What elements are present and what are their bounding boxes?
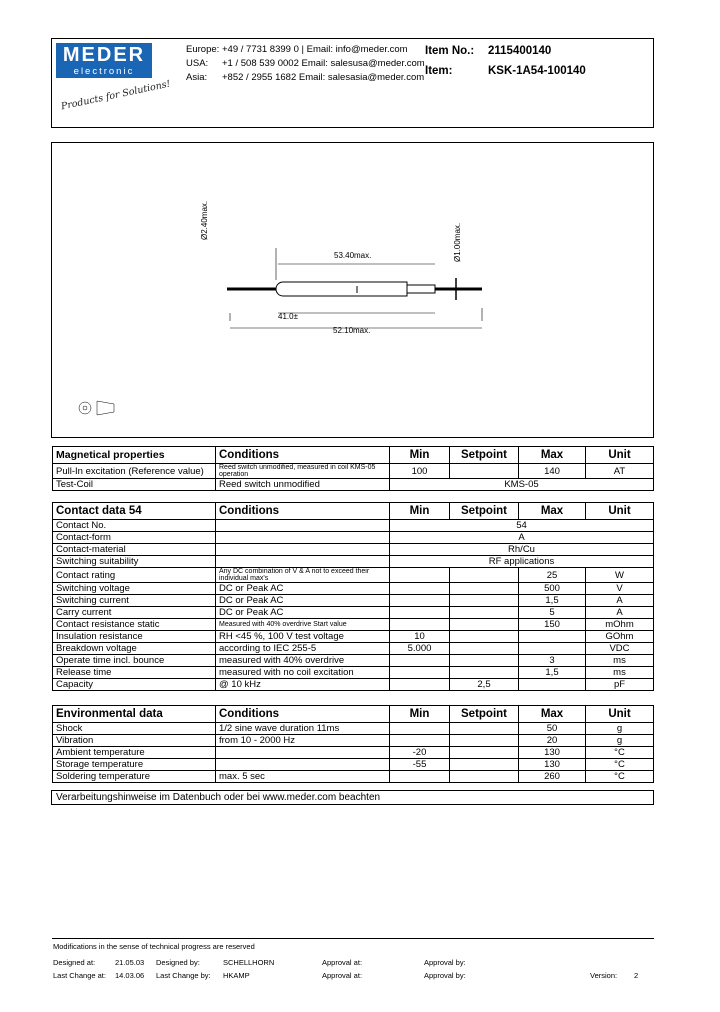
table-header-row (53, 503, 654, 520)
approval-by-label: Approval by: (424, 958, 466, 967)
row-unit: AT (586, 464, 654, 479)
row-value: A (390, 532, 654, 544)
table-row (53, 520, 654, 532)
row-condition (216, 520, 390, 532)
approval-at-label-2: Approval at: (322, 971, 363, 980)
dim-bot-small: 41.0± (278, 312, 298, 321)
row-name: Contact-form (53, 532, 216, 544)
row-name: Shock (53, 723, 216, 735)
row-unit: °C (586, 771, 654, 783)
row-setpoint (450, 607, 519, 619)
row-max (519, 643, 586, 655)
row-condition: measured with no coil excitation (216, 667, 390, 679)
environmental-table (52, 705, 654, 783)
row-condition: DC or Peak AC (216, 595, 390, 607)
contact-usa: USA: +1 / 508 539 0002 Email: salesusa@meder.com (186, 58, 425, 69)
row-setpoint (450, 631, 519, 643)
magnetic-table (52, 446, 654, 491)
header-cell: Min (390, 503, 450, 520)
row-condition (216, 532, 390, 544)
row-name: Insulation resistance (53, 631, 216, 643)
row-condition: max. 5 sec (216, 771, 390, 783)
row-min (390, 735, 450, 747)
header-cell: Setpoint (450, 447, 519, 464)
row-unit: g (586, 723, 654, 735)
logo-text: MEDER (62, 44, 146, 66)
row-max: 130 (519, 747, 586, 759)
row-condition: 1/2 sine wave duration 11ms (216, 723, 390, 735)
contact-table (52, 502, 654, 691)
row-setpoint (450, 759, 519, 771)
header-cell: Unit (586, 503, 654, 520)
row-unit: A (586, 595, 654, 607)
last-change-by-value: HKAMP (223, 971, 250, 980)
row-min (390, 679, 450, 691)
row-value: 54 (390, 520, 654, 532)
row-max: 1,5 (519, 595, 586, 607)
row-name: Storage temperature (53, 759, 216, 771)
reed-switch-drawing (52, 143, 653, 437)
version-label: Version: (590, 971, 618, 980)
row-setpoint (450, 735, 519, 747)
row-unit: V (586, 583, 654, 595)
row-min: 10 (390, 631, 450, 643)
table-row (53, 667, 654, 679)
row-condition: Reed switch unmodified (216, 479, 390, 491)
row-condition: RH <45 %, 100 V test voltage (216, 631, 390, 643)
row-min (390, 607, 450, 619)
header-cell: Max (519, 447, 586, 464)
row-setpoint (450, 747, 519, 759)
row-max: 500 (519, 583, 586, 595)
row-name: Contact No. (53, 520, 216, 532)
row-min (390, 595, 450, 607)
row-max (519, 679, 586, 691)
dim-bot-mid: 52.10max. (333, 326, 371, 335)
meder-logo (56, 43, 152, 78)
row-name: Operate time incl. bounce (53, 655, 216, 667)
approval-at-label: Approval at: (322, 958, 363, 967)
row-min (390, 655, 450, 667)
row-name: Vibration (53, 735, 216, 747)
row-unit: mOhm (586, 619, 654, 631)
table-row (53, 643, 654, 655)
header-cell: Environmental data (53, 706, 216, 723)
row-max: 150 (519, 619, 586, 631)
row-condition (216, 747, 390, 759)
table-row (53, 464, 654, 479)
row-unit: °C (586, 759, 654, 771)
row-min (390, 583, 450, 595)
header-cell: Max (519, 503, 586, 520)
header-cell: Magnetical properties (53, 447, 216, 464)
designed-at-label: Designed at: (53, 958, 96, 967)
dim-top-left: Ø2.40max. (200, 200, 209, 240)
row-condition: from 10 - 2000 Hz (216, 735, 390, 747)
approval-by-label-2: Approval by: (424, 971, 466, 980)
row-min (390, 723, 450, 735)
row-max: 5 (519, 607, 586, 619)
row-setpoint: 2,5 (450, 679, 519, 691)
dim-top-mid: 53.40max. (334, 251, 372, 260)
row-name: Breakdown voltage (53, 643, 216, 655)
item-no-value: 2115400140 (488, 45, 552, 57)
row-condition: according to IEC 255-5 (216, 643, 390, 655)
row-setpoint (450, 568, 519, 583)
table-row (53, 723, 654, 735)
footer-divider (52, 938, 654, 939)
table-row (53, 544, 654, 556)
row-unit: g (586, 735, 654, 747)
table-header-row (53, 706, 654, 723)
row-condition: measured with 40% overdrive (216, 655, 390, 667)
row-max: 130 (519, 759, 586, 771)
glass-tip (407, 285, 435, 293)
row-value: KMS-05 (390, 479, 654, 491)
row-unit: ms (586, 667, 654, 679)
row-setpoint (450, 464, 519, 479)
row-condition: Any DC combination of V & A not to exceed their individual max's (216, 568, 390, 583)
row-name: Capacity (53, 679, 216, 691)
header-cell: Min (390, 447, 450, 464)
row-min: 100 (390, 464, 450, 479)
header-cell: Unit (586, 447, 654, 464)
row-condition: Reed switch unmodified, measured in coil KMS-05 operation (216, 464, 390, 479)
table-row (53, 735, 654, 747)
designed-by-label: Designed by: (156, 958, 200, 967)
row-unit: VDC (586, 643, 654, 655)
row-name: Soldering temperature (53, 771, 216, 783)
row-name: Contact resistance static (53, 619, 216, 631)
table-row (53, 679, 654, 691)
header-cell: Conditions (216, 447, 390, 464)
table-row (53, 771, 654, 783)
table-row (53, 568, 654, 583)
row-unit: W (586, 568, 654, 583)
row-unit: pF (586, 679, 654, 691)
row-min (390, 667, 450, 679)
row-unit: ms (586, 655, 654, 667)
projection-symbol (79, 402, 91, 414)
table-row (53, 607, 654, 619)
header-cell: Conditions (216, 503, 390, 520)
row-unit: A (586, 607, 654, 619)
row-setpoint (450, 667, 519, 679)
header-cell: Min (390, 706, 450, 723)
row-min (390, 568, 450, 583)
table-row (53, 532, 654, 544)
row-name: Contact-material (53, 544, 216, 556)
row-max (519, 631, 586, 643)
projection-symbol (83, 406, 87, 410)
row-condition: @ 10 kHz (216, 679, 390, 691)
table-header-row (53, 447, 654, 464)
header-cell: Setpoint (450, 706, 519, 723)
row-setpoint (450, 619, 519, 631)
row-condition (216, 544, 390, 556)
row-setpoint (450, 723, 519, 735)
row-name: Switching suitability (53, 556, 216, 568)
table-row (53, 655, 654, 667)
row-max: 140 (519, 464, 586, 479)
row-value: Rh/Cu (390, 544, 654, 556)
row-min: -20 (390, 747, 450, 759)
row-max: 260 (519, 771, 586, 783)
row-unit: °C (586, 747, 654, 759)
row-max: 3 (519, 655, 586, 667)
row-condition: DC or Peak AC (216, 583, 390, 595)
table-row (53, 479, 654, 491)
row-max: 25 (519, 568, 586, 583)
last-change-by-label: Last Change by: (156, 971, 211, 980)
row-name: Switching current (53, 595, 216, 607)
row-setpoint (450, 771, 519, 783)
item-value: KSK-1A54-100140 (488, 65, 586, 77)
row-setpoint (450, 655, 519, 667)
contact-asia: Asia: +852 / 2955 1682 Email: salesasia@meder.com (186, 72, 425, 83)
table-row (53, 583, 654, 595)
header-cell: Max (519, 706, 586, 723)
table-row (53, 595, 654, 607)
row-name: Test-Coil (53, 479, 216, 491)
processing-note: Verarbeitungshinweise im Datenbuch oder bei www.meder.com beachten (56, 792, 381, 803)
table-row (53, 747, 654, 759)
dim-top-right: Ø1.00max. (453, 222, 462, 262)
header-cell: Conditions (216, 706, 390, 723)
row-name: Carry current (53, 607, 216, 619)
row-condition: DC or Peak AC (216, 607, 390, 619)
logo-subtext: electronic (73, 66, 135, 77)
row-condition (216, 556, 390, 568)
row-min (390, 619, 450, 631)
header-cell: Contact data 54 (53, 503, 216, 520)
last-change-at-label: Last Change at: (53, 971, 106, 980)
row-max: 1,5 (519, 667, 586, 679)
row-condition (216, 759, 390, 771)
version-value: 2 (634, 971, 639, 980)
contact-europe: Europe: +49 / 7731 8399 0 | Email: info@meder.com (186, 44, 408, 55)
row-name: Contact rating (53, 568, 216, 583)
row-setpoint (450, 595, 519, 607)
row-unit: GOhm (586, 631, 654, 643)
row-value: RF applications (390, 556, 654, 568)
row-name: Release time (53, 667, 216, 679)
slogan: Products for Solutions! (60, 78, 172, 113)
row-setpoint (450, 583, 519, 595)
row-min: 5.000 (390, 643, 450, 655)
item-no-label: Item No.: (425, 45, 475, 57)
projection-symbol (97, 401, 114, 415)
row-max: 20 (519, 735, 586, 747)
glass-body (276, 282, 407, 296)
row-setpoint (450, 643, 519, 655)
table-row (53, 556, 654, 568)
table-row (53, 759, 654, 771)
disclaimer: Modifications in the sense of technical progress are reserved (53, 942, 255, 951)
row-max: 50 (519, 723, 586, 735)
designed-at-value: 21.05.03 (115, 958, 145, 967)
last-change-at-value: 14.03.06 (115, 971, 145, 980)
row-name: Ambient temperature (53, 747, 216, 759)
row-name: Switching voltage (53, 583, 216, 595)
item-label: Item: (425, 65, 453, 77)
row-min (390, 771, 450, 783)
header-cell: Setpoint (450, 503, 519, 520)
designed-by-value: SCHELLHORN (223, 958, 275, 967)
row-min: -55 (390, 759, 450, 771)
row-condition: Measured with 40% overdrive Start value (216, 619, 390, 631)
table-row (53, 631, 654, 643)
row-name: Pull-In excitation (Reference value) (53, 464, 216, 479)
header-cell: Unit (586, 706, 654, 723)
table-row (53, 619, 654, 631)
